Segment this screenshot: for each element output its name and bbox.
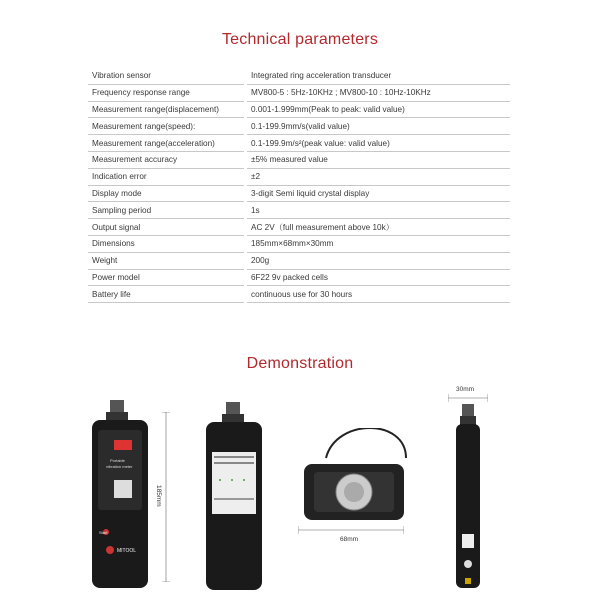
spec-table <box>88 68 510 303</box>
device-line-2: vibration meter <box>106 464 133 469</box>
spec-row <box>88 85 510 102</box>
spec-row <box>88 186 510 203</box>
spec-value: continuous use for 30 hours <box>247 286 510 303</box>
spec-value: 0.001-1.999mm(Peak to peak: valid value) <box>247 102 510 119</box>
spec-label: Measurement range(speed): <box>88 118 244 135</box>
brand-logo-text: MITOOL <box>117 548 137 554</box>
spec-row <box>88 152 510 169</box>
spec-label: Weight <box>88 253 244 270</box>
spec-label: Battery life <box>88 286 244 303</box>
spec-value: 3-digit Semi liquid crystal display <box>247 186 510 203</box>
spec-value: 185mm×68mm×30mm <box>247 236 510 253</box>
spec-row <box>88 169 510 186</box>
device-side-image <box>448 404 488 590</box>
spec-value: ±5% measured value <box>247 152 510 169</box>
spec-row <box>88 270 510 287</box>
spec-value: ±2 <box>247 169 510 186</box>
spec-row <box>88 219 510 236</box>
spec-value: 0.1-199.9m/s²(peak value: valid value) <box>247 135 510 152</box>
demonstration-area <box>0 380 600 600</box>
spec-row <box>88 118 510 135</box>
spec-label: Display mode <box>88 186 244 203</box>
spec-label: Frequency response range <box>88 85 244 102</box>
spec-value: Integrated ring acceleration transducer <box>247 68 510 85</box>
device-back-image <box>196 402 276 592</box>
depth-dimension-line <box>448 394 488 402</box>
spec-value: MV800-5 : 5Hz-10KHz ; MV800-10 : 10Hz-10KHz <box>247 85 510 102</box>
spec-row <box>88 102 510 119</box>
spec-row <box>88 286 510 303</box>
spec-label: Measurement accuracy <box>88 152 244 169</box>
spec-label: Indication error <box>88 169 244 186</box>
spec-row <box>88 135 510 152</box>
demonstration-title: Demonstration <box>246 355 354 372</box>
device-button-label: Start <box>99 530 108 535</box>
spec-row <box>88 253 510 270</box>
spec-row <box>88 202 510 219</box>
spec-label: Measurement range(displacement) <box>88 102 244 119</box>
spec-label: Dimensions <box>88 236 244 253</box>
spec-value: AC 2V（full measurement above 10k） <box>247 219 510 236</box>
spec-label: Sampling period <box>88 202 244 219</box>
spec-label: Output signal <box>88 219 244 236</box>
width-dimension-label: 68mm <box>340 536 359 543</box>
device-line-1: Portable <box>110 458 125 463</box>
spec-value: 200g <box>247 253 510 270</box>
spec-value: 1s <box>247 202 510 219</box>
spec-value: 6F22 9v packed cells <box>247 270 510 287</box>
height-dimension-label: 185mm <box>155 485 162 507</box>
width-dimension-line <box>298 526 404 534</box>
technical-parameters-title: Technical parameters <box>221 31 379 48</box>
spec-row <box>88 68 510 85</box>
spec-value: 0.1-199.9mm/s(valid value) <box>247 118 510 135</box>
spec-label: Vibration sensor <box>88 68 244 85</box>
spec-label: Power model <box>88 270 244 287</box>
spec-row <box>88 236 510 253</box>
spec-label: Measurement range(acceleration) <box>88 135 244 152</box>
depth-dimension-label: 30mm <box>456 386 475 393</box>
